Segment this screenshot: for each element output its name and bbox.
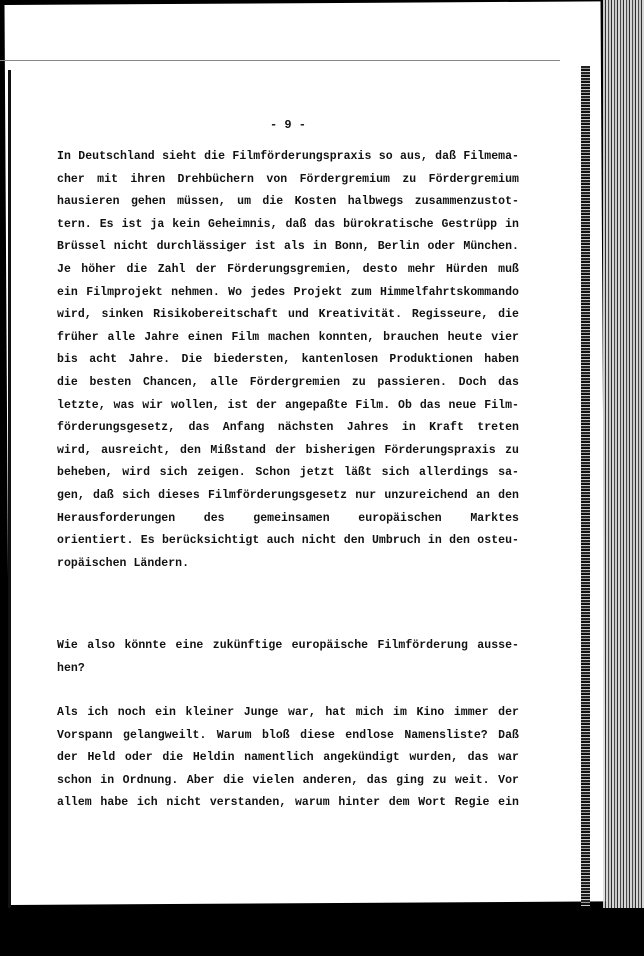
text-line: cher mit ihren Drehbüchern von Fördergremium zu Fördergremium — [57, 172, 519, 186]
text-line: letzte, was wir wollen, ist der angepaßte Film. Ob das neue Film- — [57, 398, 519, 412]
text-line: früher alle Jahre einen Film machen konnten, brauchen heute vier — [57, 330, 519, 344]
text-line: die besten Chancen, alle Fördergremien zu passieren. Doch das — [57, 376, 519, 389]
scan-artifact-line — [0, 60, 560, 61]
text-line: ein Filmprojekt nehmen. Wo jedes Projekt zum Himmelfahrtskommando — [57, 285, 519, 299]
text-line: tern. Es ist ja kein Geheimnis, daß das bürokratische Gestrüpp in — [57, 217, 519, 231]
text-line: hen? — [57, 661, 85, 675]
text-line: Herausforderungen des gemeinsamen europäischen Marktes — [57, 511, 519, 525]
text-line: der Held oder die Heldin namentlich angekündigt wurden, das war — [57, 751, 519, 765]
text-line: Vorspann gelangweilt. Warum bloß diese endlose Namensliste? Daß — [57, 728, 519, 742]
page-number: - 9 - — [270, 118, 307, 132]
text-line: orientiert. Es berücksichtigt auch nicht den Umbruch in den osteu- — [57, 534, 519, 548]
scan-bottom-border — [0, 908, 644, 956]
text-line: förderungsgesetz, das Anfang nächsten Jahres in Kraft treten — [57, 421, 519, 435]
text-line: Je höher die Zahl der Förderungsgremien, desto mehr Hürden muß — [57, 263, 519, 276]
text-line: hausieren gehen müssen, um die Kosten halbwegs zusammenzustot- — [57, 195, 519, 209]
text-line: wird, sinken Risikobereitschaft und Kreativität. Regisseure, die — [57, 308, 519, 322]
text-line: Brüssel nicht durchlässiger ist als in Bonn, Berlin oder München. — [57, 240, 519, 254]
text-line: Als ich noch ein kleiner Junge war, hat mich im Kino immer der — [57, 706, 519, 719]
scan-noise-column — [581, 66, 590, 906]
text-line: wird, ausreicht, den Mißstand der bisherigen Förderungspraxis zu — [57, 443, 519, 457]
text-line: ropäischen Ländern. — [57, 556, 190, 570]
page-left-edge — [8, 70, 11, 920]
text-line: bis acht Jahre. Die biedersten, kantenlosen Produktionen haben — [57, 353, 519, 367]
text-line: allem habe ich nicht verstanden, warum hinter dem Wort Regie ein — [57, 796, 519, 810]
text-line: beheben, wird sich zeigen. Schon jetzt läßt sich allerdings sa- — [57, 466, 519, 480]
text-line: schon in Ordnung. Aber die vielen anderen, das ging zu weit. Vor — [57, 773, 519, 787]
text-line: In Deutschland sieht die Filmförderungspraxis so aus, daß Filmema- — [57, 150, 519, 163]
scan-right-margin — [603, 0, 644, 910]
text-line: Wie also könnte eine zukünftige europäische Filmförderung ausse- — [57, 639, 519, 652]
text-line: gen, daß sich dieses Filmförderungsgesetz nur unzureichend an den — [57, 489, 519, 502]
